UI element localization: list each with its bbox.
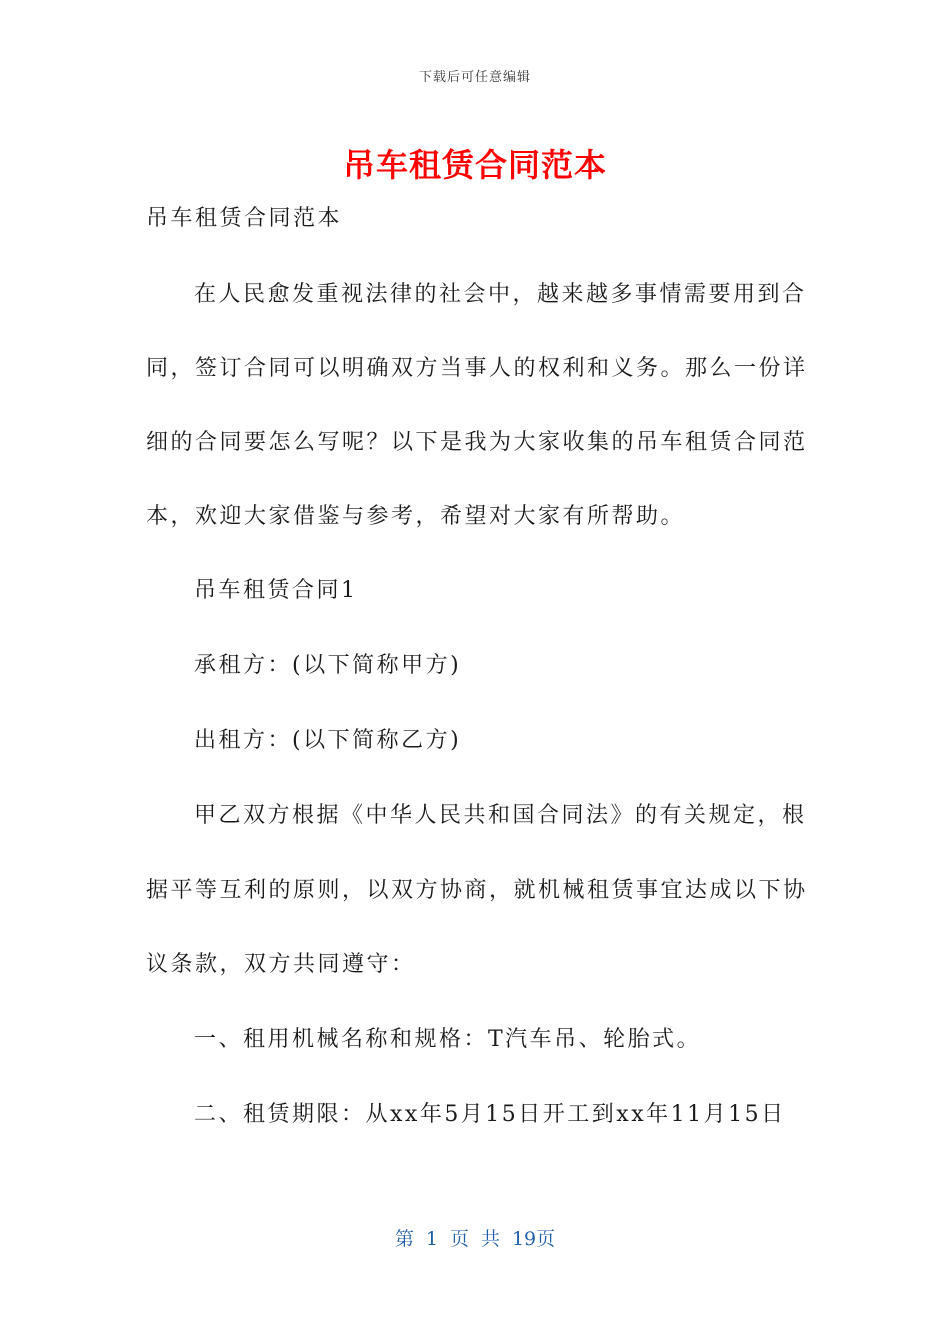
intro-line-2: 同，签订合同可以明确双方当事人的权利和义务。那么一份详 xyxy=(146,356,808,381)
clause-2: 二、租赁期限：从xx年5月15日开工到xx年11月15日 xyxy=(194,1102,786,1127)
section-heading: 吊车租赁合同1 xyxy=(194,578,358,603)
document-title: 吊车租赁合同范本 xyxy=(342,146,607,184)
footer-total-prefix: 共 xyxy=(480,1228,500,1250)
lessee-line: 承租方：(以下简称甲方) xyxy=(194,653,462,678)
footer-page-total: 19页 xyxy=(511,1228,556,1250)
document-subtitle: 吊车租赁合同范本 xyxy=(146,206,343,231)
header-note: 下载后可任意编辑 xyxy=(418,70,531,85)
footer-page-current: 1 xyxy=(425,1228,438,1250)
intro-line-4: 本，欢迎大家借鉴与参考，希望对大家有所帮助。 xyxy=(146,504,686,529)
preamble-line-3: 议条款，双方共同遵守： xyxy=(146,952,416,977)
lessor-line: 出租方：(以下简称乙方) xyxy=(194,728,462,753)
intro-line-3: 细的合同要怎么写呢？以下是我为大家收集的吊车租赁合同范 xyxy=(146,430,808,455)
page-footer xyxy=(0,1224,950,1251)
clause-1: 一、租用机械名称和规格：T汽车吊、轮胎式。 xyxy=(194,1027,702,1052)
footer-prefix: 第 xyxy=(394,1228,414,1250)
preamble-line-2: 据平等互利的原则，以双方协商，就机械租赁事宜达成以下协 xyxy=(146,878,808,903)
footer-page-label: 页 xyxy=(449,1228,469,1250)
preamble-line-1: 甲乙双方根据《中华人民共和国合同法》的有关规定，根 xyxy=(194,803,807,828)
intro-line-1: 在人民愈发重视法律的社会中，越来越多事情需要用到合 xyxy=(194,282,807,307)
